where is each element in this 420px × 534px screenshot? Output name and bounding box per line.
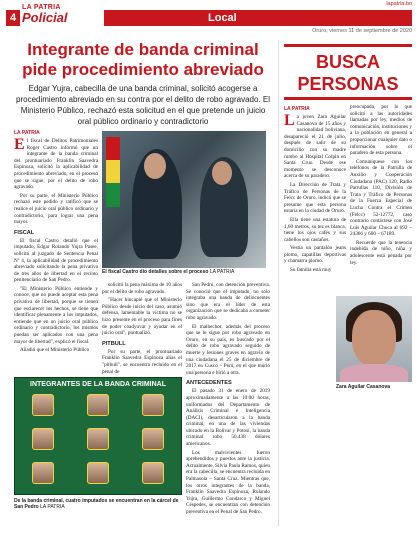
paragraph: Añadió que el Ministerio Público [20,347,90,354]
article-kicker: LA PATRIA [14,130,40,136]
photo1-caption [102,269,268,275]
paragraph: preocupada, por lo que solicitó a las autoridades llamadas por ley, medios de comunicación, instituciones y a la población en general a proporcionar cualquier dato o información sobre el paradero de esta persona. [350,104,412,157]
graphic-title: INTEGRANTES DE LA BANDA CRIMINAL [30,381,166,388]
brand-bottom: Policial [22,10,68,25]
mugshot [32,394,54,416]
paragraph: "Hacer hincapié que el Ministerio Público desde inicio del caso, asumió defensa, lamentable la víctima no se hizo presente en el proceso para fines de poder coadyuvar y ayudar en el juicio oral", puntualizó. [102,297,182,337]
article-deck: Edgar Yujra, cabecilla de una banda criminal, solicitó acogerse a procedimiento abreviado en su contra por el delito de robo agravado. El Ministerio Público, rechazó esta solicitud en el que pretende un juicio oral público ordinario y contradictorio [16,84,270,126]
sidebar-title-line1: BUSCA [315,52,380,72]
sidebar-kicker: LA PATRIA [284,106,310,112]
face [212,161,232,185]
face [352,310,396,366]
sidebar-title-line2: PERSONAS [297,74,399,94]
issue-date: Oruro, viernes 11 de septiembre de 2020 [312,28,412,34]
subhead-pitbull: PITBULL [102,340,126,347]
mugshot [87,394,109,416]
photo1-caption-text: El fiscal Castro dio detalles sobre el proceso [102,269,209,275]
paragraph: Por su parte, el prontuariado Franklin Saavedra Espinoza alias el "pitbull", se encuentra recluido en el penal de [102,348,182,375]
page-number: 4 [6,10,20,26]
section-bar: Local [104,10,412,26]
paragraph: Por su parte, el Ministerio Público rechazó este pedido y ratificó que se realice el juicio oral público ordinario y contradictorio, para lograr una pena mayor. [14,192,98,226]
mugshot-row [15,428,181,450]
paragraph: Comuníquese con los teléfonos de la Patrulla de Auxilio y Cooperación Ciudadana (PAC) 120, Radio Patrullas 110, División de Trata y Tráfico de Personas de la Fuerza Especial de Lucha Contra el Crimen (Felcc) 52-12772, caso contrario contáctese con José Luis Aguilar Choca al 692 – 24366 y 600 – 67189. [350,158,412,238]
paragraph: a joven Zara Aguilar Casanova de 15 años y nacionalidad boliviana, desapareció el 21 de julio, después de salir de su domicilio con su madre rumbo al Hospital Colpin en Santa Cruz. Desde ese momento se desconoce acerca de su paradero. [284,114,346,180]
mugshot [32,462,54,484]
photo1-credit: LA PATRIA [209,269,235,275]
photo2-caption-text: De la banda criminal, cuatro imputados se encuentran en la cárcel de San Pedro [14,498,179,510]
article-column-1 [14,128,98,356]
drop-cap: E [14,136,25,153]
shirt [340,364,408,382]
mugshot-row [15,394,181,416]
site-name: lapatria.bo [386,1,412,7]
article-headline: Integrante de banda criminal pide procedimiento abreviado [22,40,264,79]
mugshot [32,428,54,450]
paragraph: La Dirección de Trata y Tráfico de Personas de la Felcc de Oruro, indicó que se presume que esta persona estaría en la ciudad de Oruro. [284,181,346,215]
mugshot-row [15,462,181,484]
header-meta [312,1,412,34]
paragraph: Ella tiene una estatura de 1,60 metros, su tez es blanca, tiene los ojos cafés y sus cabellos son castaños. [284,216,346,243]
sidebar-column-1 [284,104,346,276]
flag-graphic [106,137,120,207]
paragraph: Vestía un pantalón jeans plomo, zapatillas deportivas y chamarra plomo. [284,245,346,265]
paragraph: Recuerde que la tenencia indebida de niño, niña y adolescente está penada por ley. [350,239,412,266]
photo-fiscal-castro [102,131,266,268]
page-header [0,0,420,34]
paragraph: "El Ministerio Público entiende y conoce, que no puede aceptar esta pena privativa de libertad, porque se tienen que esclarecer los hechos, se tiene que identificar plenamente a los imputados, entiende que en un juicio oral público ordinario y contradictorio, los mismos puedan ser aplicados con una pena mayor de libertad", explicó el fiscal. [14,285,98,345]
article-column-2 [102,282,182,377]
mugshot [87,462,109,484]
subhead-antecedentes: ANTECEDENTES [186,380,232,387]
paragraph: solicitó la pena máxima de 10 años por el delito de robo agravado. [102,282,182,295]
paragraph: El fiscal Castro detalló que el imputado, Edgar Rolando Yujra Pasee, solicitó al juzgado de Sentencia Penal Nº 4, la aplicabilidad de procedimiento abreviado solicitando la pena privativa de tres años de libertad en el recinto penitenciario de San Pedro. [14,237,98,284]
paragraph: El pasado 31 de enero de 2019 aproximadamente a las 10:00 horas, uniformados del Departamento de Análisis Criminal e Inteligencia (DACI), desarticularon a la banda criminal, en una de las viviendas ubicado en la Bolívar y Potosí, la banda criminal robó 50.438 dólares americanos. [186,388,270,448]
sidebar-column-2 [350,104,412,268]
mugshot [142,462,164,484]
paragraph: El malhechor, además del proceso que se le sigue por robo agravado en Oruro, en su país, es buscado por el delito de robo agravado seguido de muerte y lesiones graves en agravio de una ciudadana el 25 de diciembre de 2017 en Cusco – Perú, en el que murió una persona e hirió a otra. [186,323,270,376]
face [144,153,166,179]
photo-gang-members [14,377,182,495]
photo2-caption [14,498,184,510]
brand-top: LA PATRIA [22,4,61,11]
paragraph: San Pedro, con detención preventiva. Se conoció que el imputado, no solo integraba una banda de delincuentes sino que era el líder de esta organización que se dedicaba a cometer robo agravado. [186,282,270,321]
mugshot [142,428,164,450]
paragraph: Los malvivientes fueron aprehendidos y puestos ante la justicia. Actualmente, Silvia Paola Ramos, quien era la cabecilla, se encuentra recluida en Palmasola – Santa Cruz. Mientras que, los otros integrantes de la banda, Franklin Saavedra Espinoza, Rolando Yujra, Guillermo Condarco y Miguel Céspedes, se encuentran con detención preventiva en el Penal de San Pedro. [186,449,270,515]
mugshot [142,394,164,416]
photo-missing-person [336,296,412,382]
paragraph: Su familia está muy [290,267,332,274]
paragraph: l fiscal de Delitos Patrimoniales Roger Castro informó que un integrante de la banda criminal del prontuariado Franklin Saavedra Espinoza, solicitó la aplicabilidad de procedimiento abreviado, en el proceso que se sigue, por el delito de robo agravado. [14,138,98,191]
sidebar-title [284,44,412,100]
brand-logo [22,4,68,25]
photo2-credit: LA PATRIA [40,504,65,510]
photo3-caption: Zara Aguilar Casanova [336,384,391,390]
drop-cap: L [284,112,295,129]
mugshot [87,428,109,450]
subhead-fiscal: FISCAL [14,229,35,236]
article-column-3 [186,282,270,518]
column-divider [278,40,279,526]
